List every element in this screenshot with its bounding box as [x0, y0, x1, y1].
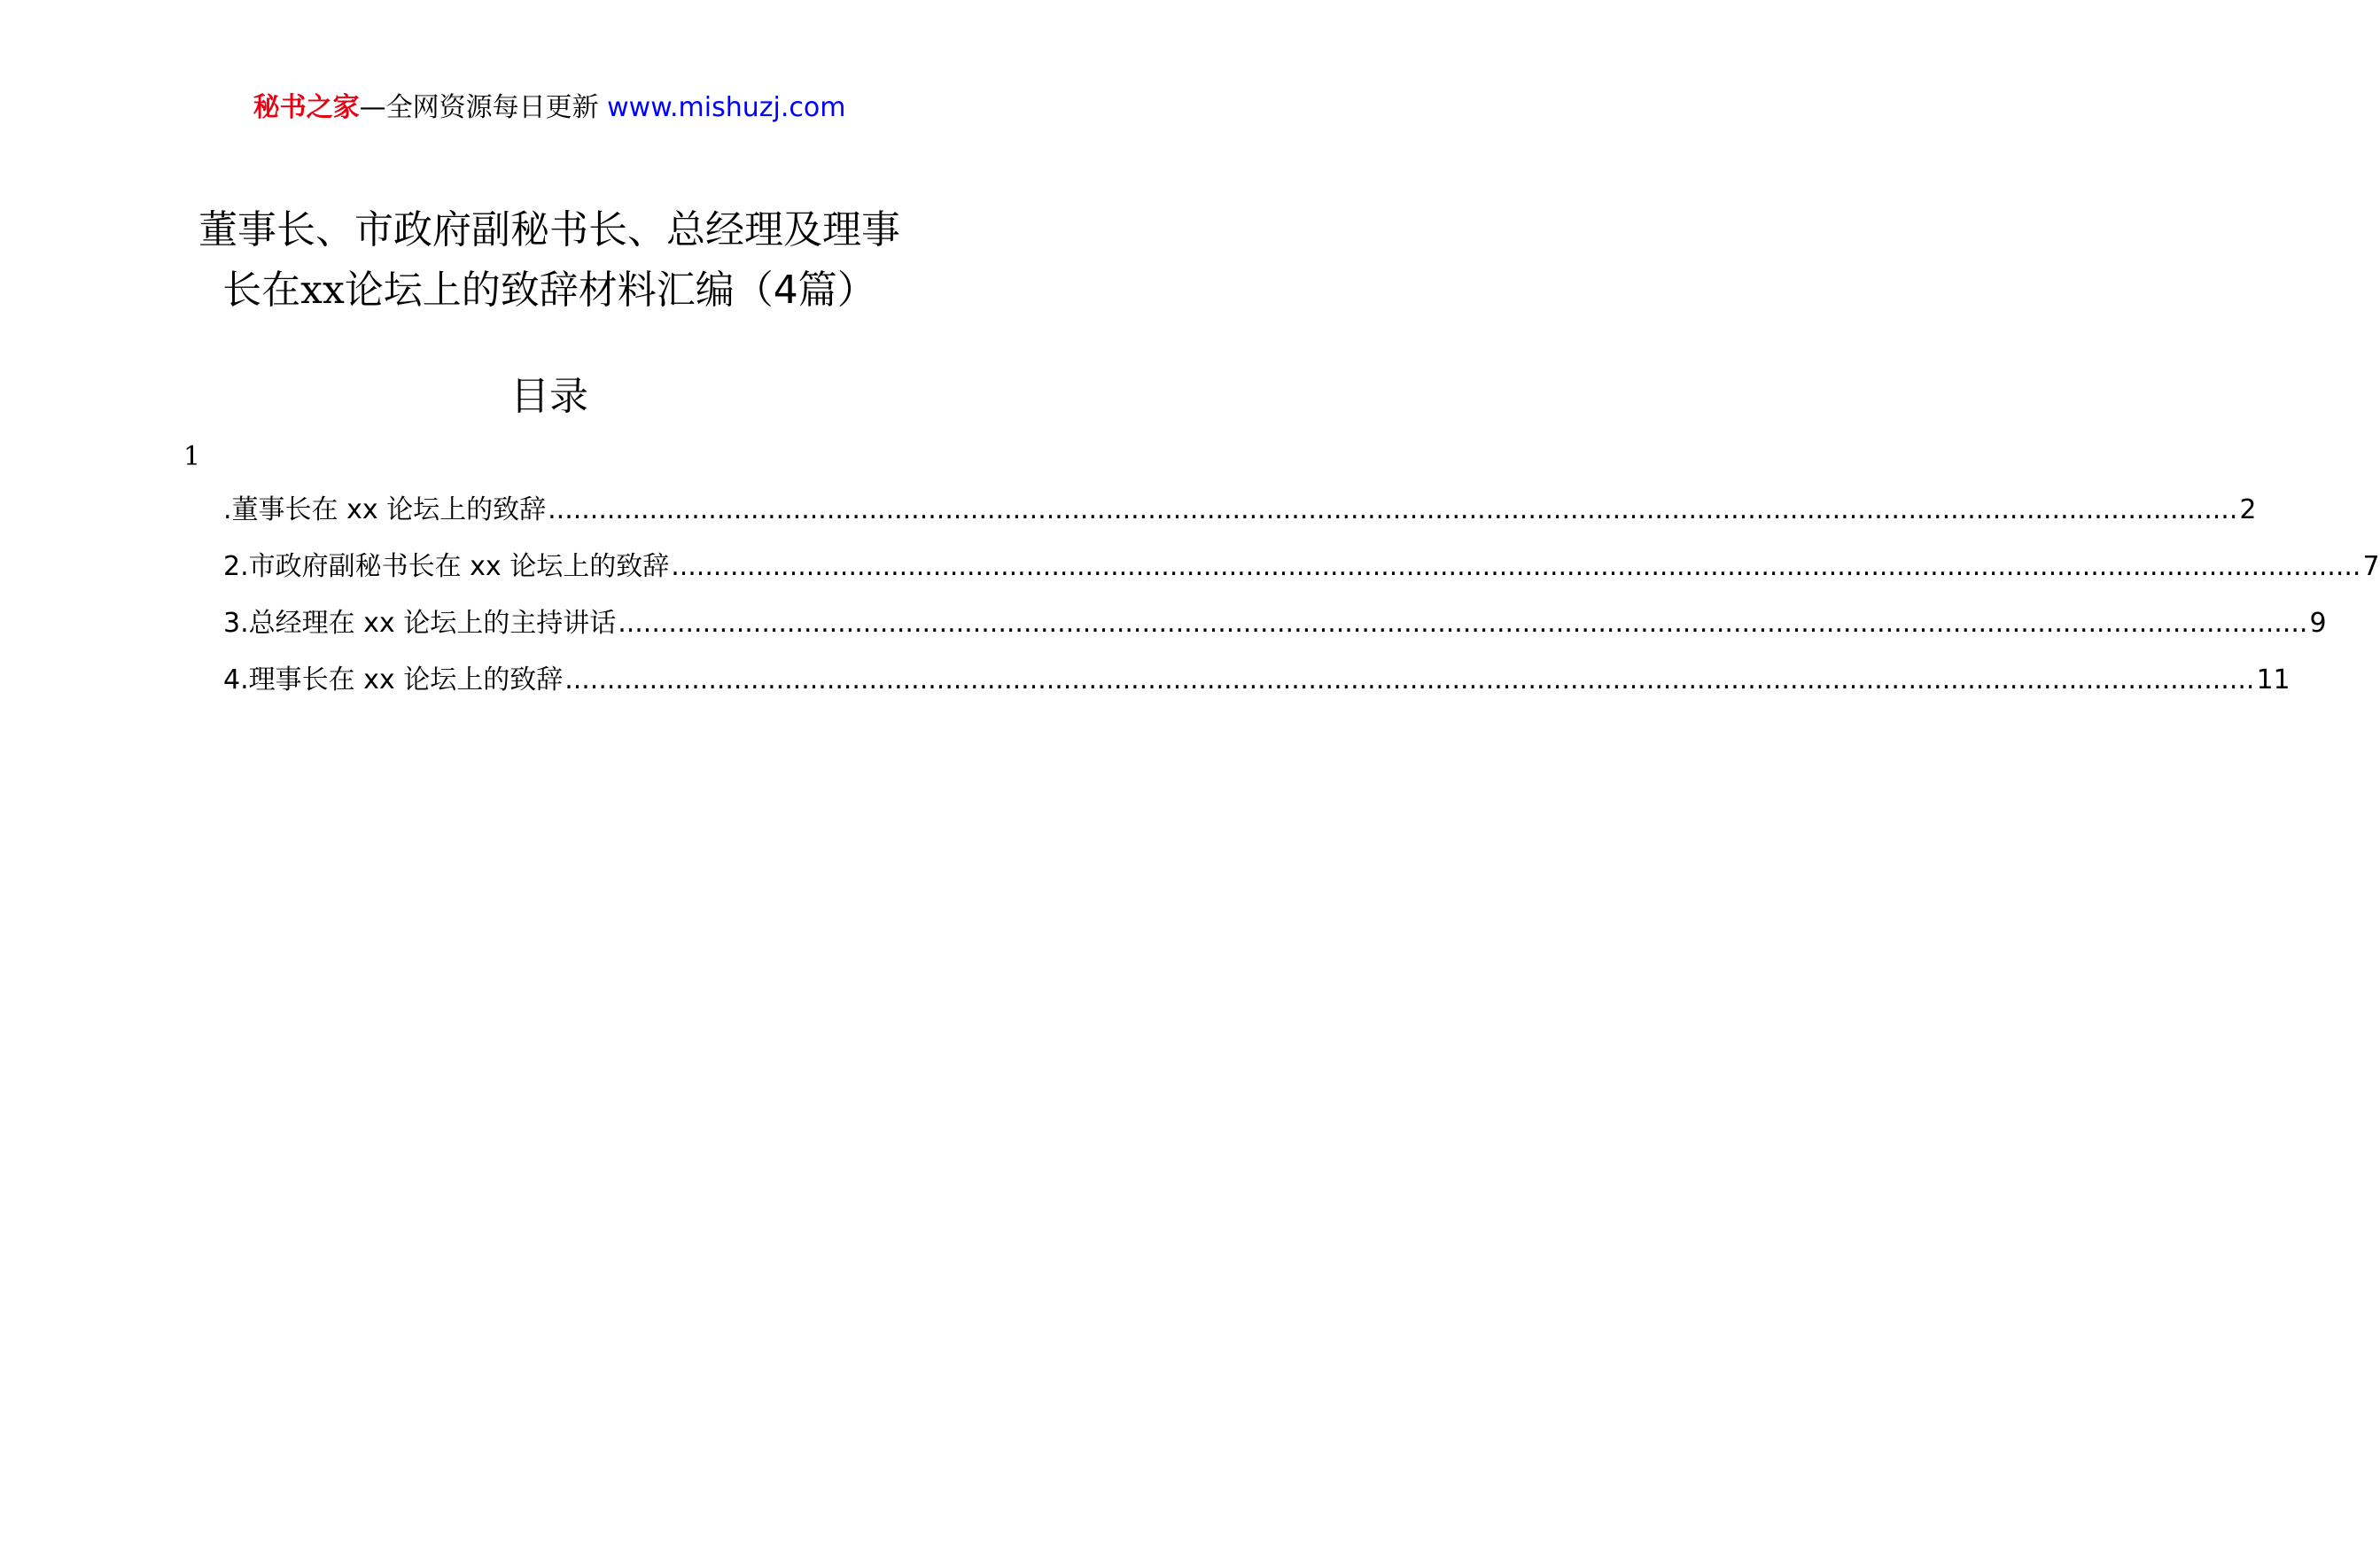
toc-entry-title: 4.理事长在 xx 论坛上的致辞	[223, 664, 564, 695]
toc-dot-leader: ........................................................................................................................................................................................................	[564, 664, 2255, 695]
document-title-part: xx	[300, 268, 345, 313]
site-url-link[interactable]: www.mishuzj.com	[607, 92, 846, 123]
toc-dot-leader: ........................................................................................................................................................................................................	[618, 608, 2308, 639]
toc-entry-page: 9	[2309, 608, 2327, 639]
document-title-line-2	[0, 260, 1099, 321]
site-brand: 秘书之家	[253, 92, 360, 123]
toc-entry[interactable]	[223, 663, 2291, 719]
document-title-line-1: 董事长、市政府副秘书长、总经理及理事	[198, 207, 900, 253]
toc-entry-page: 11	[2256, 664, 2291, 695]
toc-entry-page: 2	[2239, 494, 2257, 525]
toc-entry-title: 3.总经理在 xx 论坛上的主持讲话	[223, 608, 617, 639]
document-title-part: 论坛上的致辞材料汇编（4篇）	[344, 268, 876, 313]
toc-dot-leader: ........................................................................................................................................................................................................	[548, 494, 2238, 525]
site-tagline: —全网资源每日更新	[359, 92, 599, 123]
document-title	[0, 200, 1099, 321]
toc-entry[interactable]	[223, 549, 2380, 606]
toc-dot-leader: ........................................................................................................................................................................................................	[671, 551, 2361, 582]
toc-entry-page: 7	[2362, 551, 2380, 582]
site-header	[0, 90, 1099, 126]
toc-entry[interactable]	[223, 493, 2257, 549]
toc-list	[223, 493, 2380, 719]
toc-heading: 目录	[510, 374, 588, 419]
toc-stray-number: 1	[183, 441, 201, 472]
toc-entry-title: .董事长在 xx 论坛上的致辞	[223, 494, 547, 525]
toc-entry[interactable]	[223, 606, 2327, 663]
toc-entry-title: 2.市政府副秘书长在 xx 论坛上的致辞	[223, 551, 670, 582]
document-title-part: 长在	[222, 268, 301, 313]
